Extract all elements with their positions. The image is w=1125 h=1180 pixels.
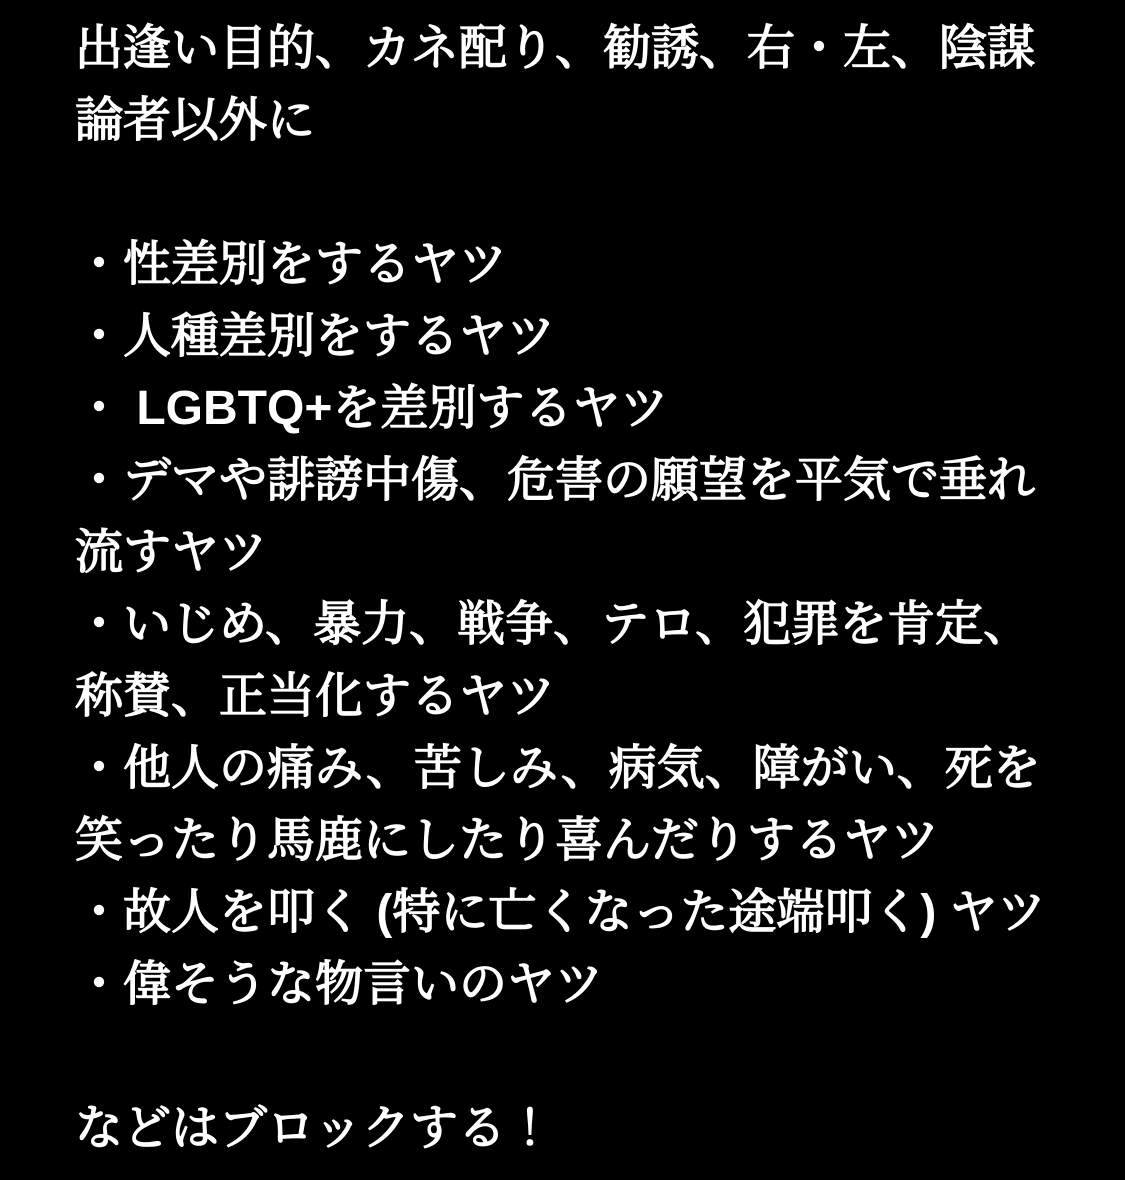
block-list-item: ・性差別をするヤツ: [75, 238, 508, 291]
block-list-item: ・デマや誹謗中傷、危害の願望を平気で垂れ流すヤツ: [75, 454, 1036, 579]
block-target-list: [75, 229, 1067, 1021]
block-list-item: ・人種差別をするヤツ: [75, 310, 556, 363]
intro-text: 出逢い目的、カネ配り、勧誘、右・左、陰謀論者以外に: [75, 22, 1036, 147]
block-list-item: ・いじめ、暴力、戦争、テロ、犯罪を肯定、称賛、正当化するヤツ: [75, 598, 1032, 723]
block-list-item: ・他人の痛み、苦しみ、病気、障がい、死を笑ったり馬鹿にしたり喜んだりするヤツ: [75, 742, 1041, 867]
block-list-item: ・故人を叩く (特に亡くなった途端叩く) ヤツ: [75, 886, 1046, 939]
block-list-item: ・偉そうな物言いのヤツ: [75, 958, 604, 1011]
block-list-item: ・ LGBTQ+を差別するヤツ: [75, 382, 669, 435]
conclusion-text: などはブロックする！: [75, 1102, 555, 1155]
